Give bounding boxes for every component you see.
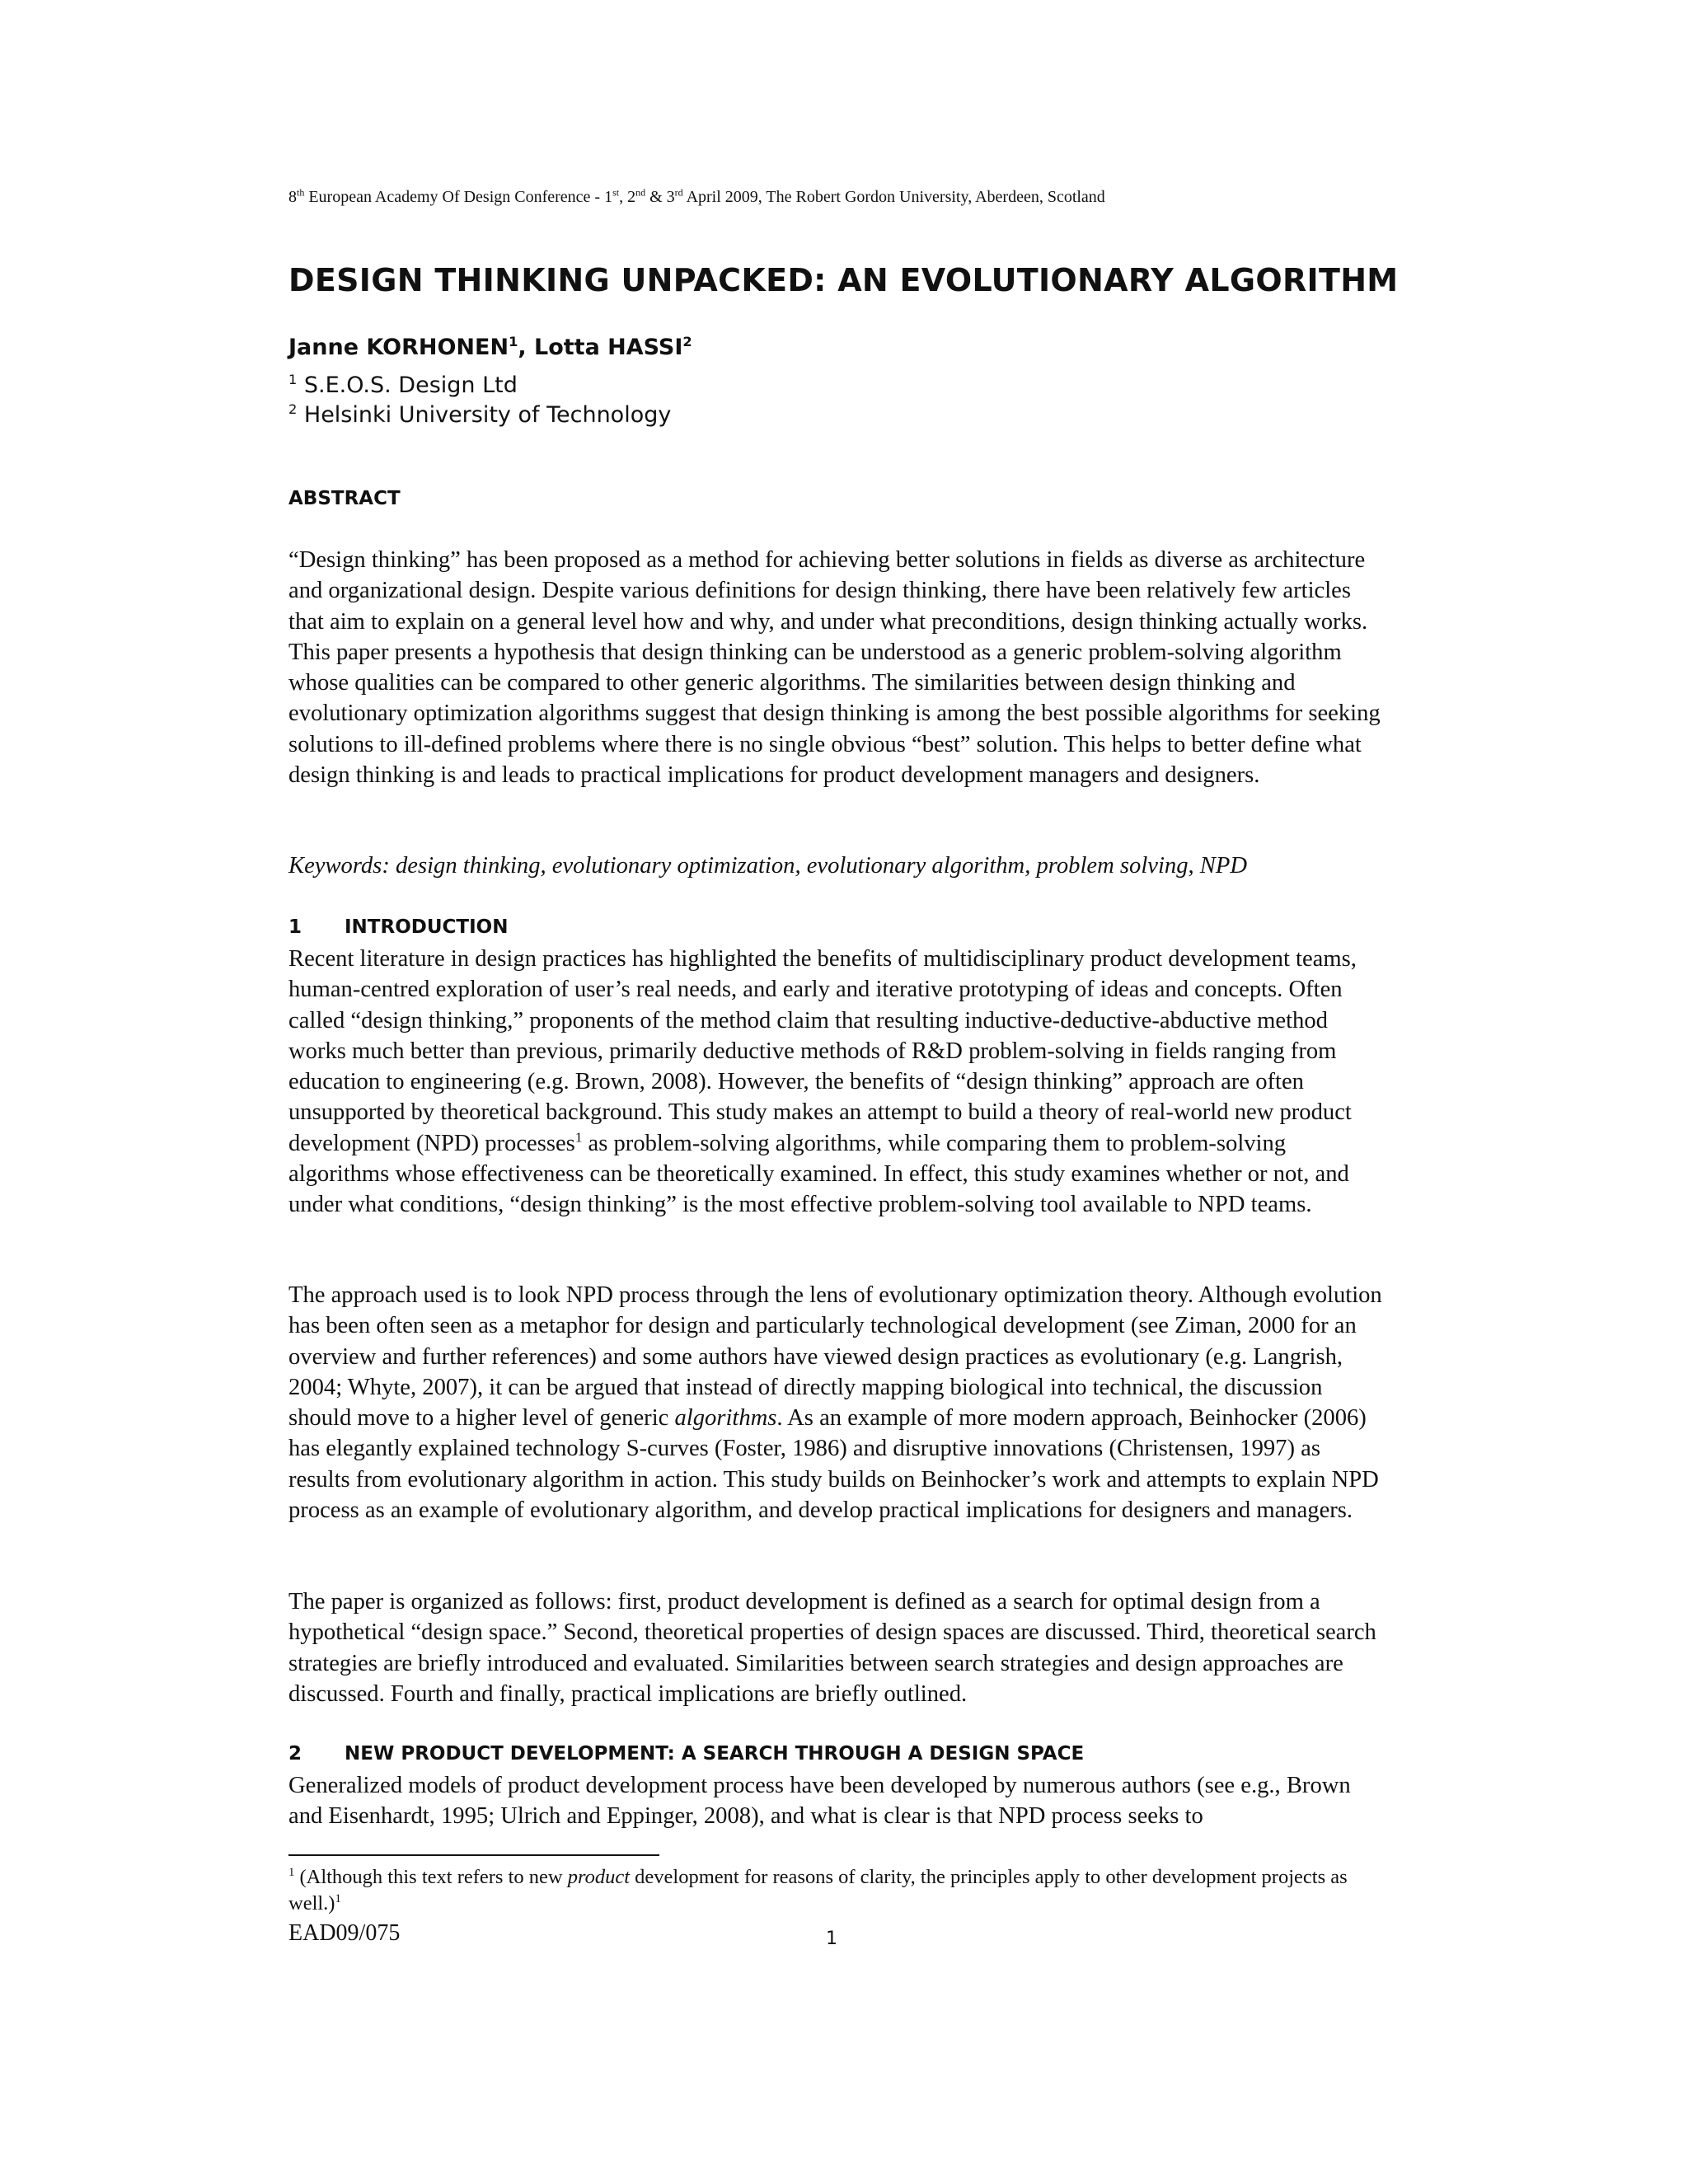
- intro-p2-em: algorithms: [674, 1405, 777, 1432]
- intro-p1-footnote-ref: 1: [574, 1129, 583, 1146]
- header-ord-sup: th: [297, 186, 305, 199]
- affiliation-1-sup: 1: [288, 372, 298, 387]
- header-sup-1: st: [612, 186, 620, 199]
- footnote-text-a: (Although this text refers to new: [294, 1866, 568, 1888]
- header-sup-2: nd: [635, 186, 646, 199]
- intro-p1-b: as problem-solving algorithms, while comparing them to problem-solving algorithms whose effectiveness can be theoretically examined. In effect, this study examines whether or not, and under what conditions, “design thinking” is the most effective problem-solving tool available to NPD teams.: [288, 1130, 1349, 1218]
- header-sup-3: rd: [674, 186, 683, 199]
- footnote-em: product: [567, 1866, 631, 1888]
- affiliation-2-name: Helsinki University of Technology: [297, 402, 672, 428]
- paper-page: [288, 0, 1399, 2184]
- intro-p1-a: Recent literature in design practices has highlighted the benefits of multidisciplinary product development teams, human-centred exploration of user’s real needs, and early and iterative prototyping of ideas and concepts. Often called “design thinking,” proponents of the method claim that resulting inductive-deductive-abductive method works much better than previous, primarily deductive methods of R&D problem-solving in fields ranging from education to engineering (e.g. Brown, 2008). However, the benefits of “design thinking” approach are often unsupported by theoretical background. This study makes an attempt to build a theory of real-world new product development (NPD) processes: [288, 946, 1357, 1156]
- intro-paragraph-2: [288, 1280, 1385, 1526]
- footnote-end-marker: 1: [335, 1891, 341, 1905]
- section-2-title: NEW PRODUCT DEVELOPMENT: A SEARCH THROUGH A DESIGN SPACE: [345, 1743, 1085, 1765]
- keywords-line: Keywords: design thinking, evolutionary optimization, evolutionary algorithm, problem solving, NPD: [288, 853, 1247, 879]
- section-2-paragraph-1: Generalized models of product development process have been developed by numerous authors (see e.g., Brown and Eisenhardt, 1995; Ulrich and Eppinger, 2008), and what is clear is that NPD process seeks to: [288, 1773, 1351, 1830]
- intro-p2-a: The approach used is to look NPD process through the lens of evolutionary optimization theory. Although evolution has been often seen as a metaphor for design and particularly technological development (see Ziman, 2000 for an overview and further references) and some authors have viewed design practices as evolutionary (e.g. Langrish, 2004; Whyte, 2007), it can be argued that instead of directly mapping biological into technical, the discussion should move to a higher level of generic: [288, 1282, 1382, 1432]
- section-1-number: 1: [288, 916, 302, 938]
- author-1: Janne KORHONEN: [288, 335, 509, 360]
- affiliation-2: [288, 402, 671, 428]
- abstract-text: “Design thinking” has been proposed as a method for achieving better solutions in fields as diverse as architecture and organizational design. Despite various definitions for design thinking, there have been relatively few articles that aim to explain on a general level how and why, and under what preconditions, design thinking actually works. This paper presents a hypothesis that design thinking can be understood as a generic problem-solving algorithm whose qualities can be compared to other generic algorithms. The similarities between design thinking and evolutionary optimization algorithms suggest that design thinking is among the best possible algorithms for seeking solutions to ill-defined problems where there is no single obvious “best” solution. This helps to better define what design thinking is and leads to practical implications for product development managers and designers.: [288, 547, 1381, 789]
- affiliation-1: [288, 373, 518, 398]
- author-2-sup: 2: [682, 334, 692, 349]
- affiliation-1-name: S.E.O.S. Design Ltd: [297, 373, 518, 398]
- paper-title: DESIGN THINKING UNPACKED: AN EVOLUTIONARY ALGORITHM: [288, 262, 1399, 298]
- header-text-b: , 2: [619, 188, 636, 206]
- author-separator: ,: [518, 335, 534, 360]
- section-2-heading: [288, 1743, 1084, 1765]
- footnote-text-b: development for reasons of clarity, the principles apply to other development projects as well.): [288, 1866, 1348, 1915]
- author-1-sup: 1: [509, 334, 518, 349]
- conference-header: [288, 188, 1105, 207]
- intro-paragraph-3: The paper is organized as follows: first, product development is defined as a search for optimal design from a hypothetical “design space.” Second, theoretical properties of design spaces are discussed. Third, theoretical search strategies are briefly introduced and evaluated. Similarities between search strategies and design approaches are discussed. Fourth and finally, practical implications are briefly outlined.: [288, 1589, 1376, 1707]
- section-1-title: INTRODUCTION: [345, 916, 509, 938]
- section-1-heading: [288, 916, 508, 938]
- abstract-heading: ABSTRACT: [288, 488, 401, 509]
- footnote-1: [288, 1864, 1360, 1917]
- intro-paragraph-1: [288, 944, 1385, 1221]
- header-ord: 8: [288, 188, 297, 206]
- header-text-a: European Academy Of Design Conference - 1: [304, 188, 613, 206]
- footnote-marker: 1: [288, 1865, 295, 1879]
- author-2: Lotta HASSI: [534, 335, 683, 360]
- affiliation-2-sup: 2: [288, 401, 298, 417]
- header-text-d: April 2009, The Robert Gordon University, Aberdeen, Scotland: [682, 188, 1105, 206]
- page-number: 1: [826, 1929, 837, 1949]
- section-2-number: 2: [288, 1743, 302, 1765]
- intro-p2-b: . As an example of more modern approach, Beinhocker (2006) has elegantly explained technology S-curves (Foster, 1986) and disruptive innovations (Christensen, 1997) as results from evolutionary algorithm in action. This study builds on Beinhocker’s work and attempts to explain NPD process as an example of evolutionary algorithm, and develop practical implications for designers and managers.: [288, 1405, 1379, 1524]
- author-line: [288, 335, 692, 360]
- footnote-divider: [288, 1854, 659, 1856]
- document-id: EAD09/075: [288, 1920, 401, 1946]
- header-text-c: & 3: [645, 188, 675, 206]
